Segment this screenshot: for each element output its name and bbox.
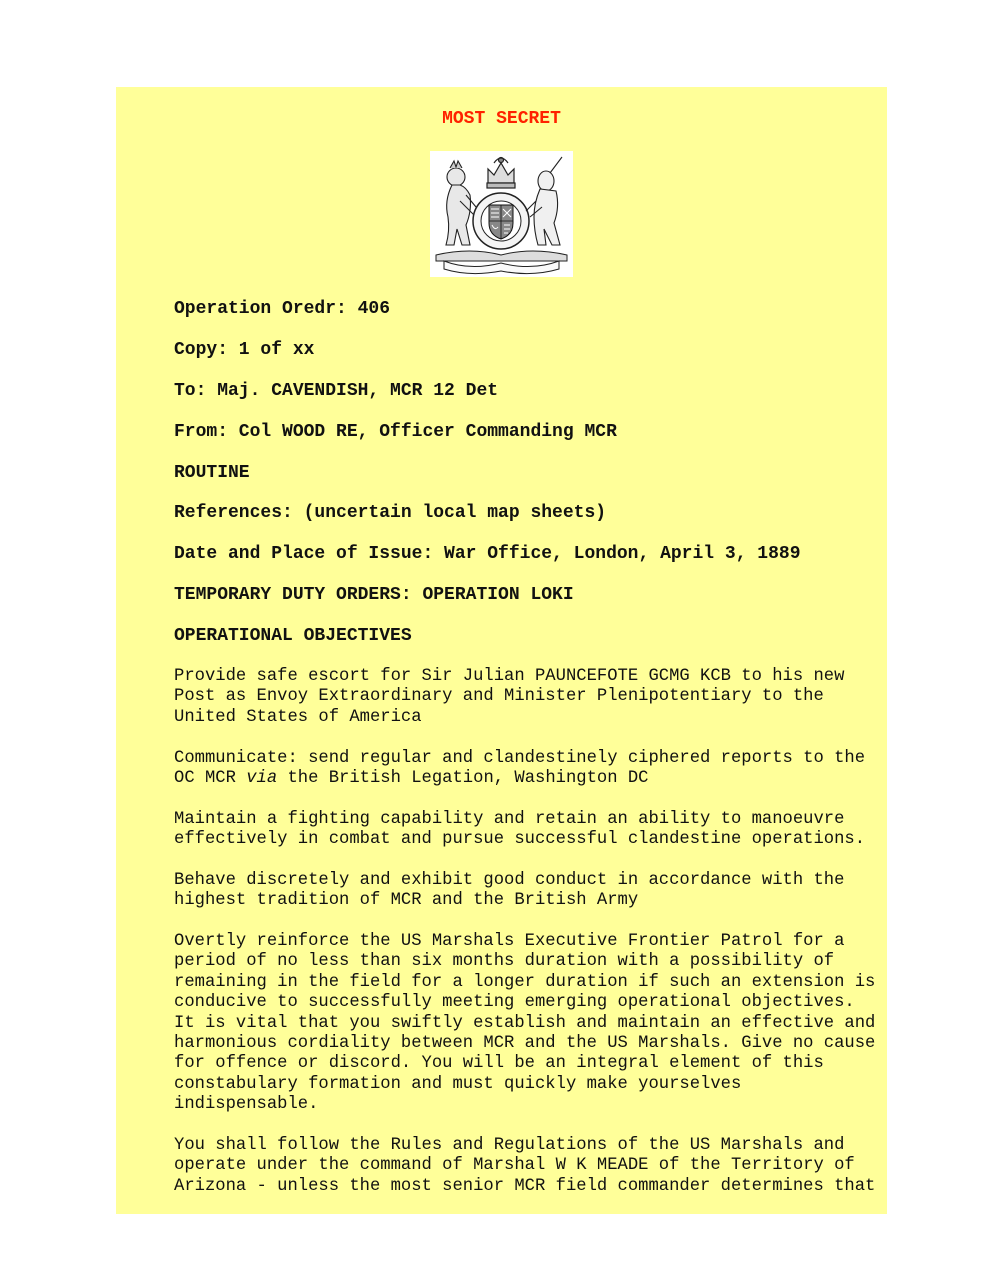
sender-line: From: Col WOOD RE, Officer Commanding MCR (174, 422, 617, 442)
paragraph-line: It is vital that you swiftly establish and maintain an effective and (174, 1013, 876, 1033)
paragraph-line: indispensable. (174, 1095, 319, 1115)
objective-paragraph-escort (174, 667, 884, 728)
date-place-of-issue: Date and Place of Issue: War Office, London, April 3, 1889 (174, 544, 801, 564)
objective-paragraph-communicate (174, 749, 884, 790)
paragraph-line: Communicate: send regular and clandestinely ciphered reports to the (174, 749, 866, 768)
paragraph-line (174, 769, 884, 789)
paragraph-line: Post as Envoy Extraordinary and Minister Plenipotentiary to the (174, 687, 824, 707)
paragraph-line: operate under the command of Marshal W K MEADE of the Territory of (174, 1156, 855, 1176)
paragraph-line: Provide safe escort for Sir Julian PAUNCEFOTE GCMG KCB to his new (174, 667, 845, 686)
paragraph-line: Overtly reinforce the US Marshals Executive Frontier Patrol for a (174, 932, 845, 951)
paragraph-line: effectively in combat and pursue successful clandestine operations. (174, 830, 866, 850)
paragraph-text: the British Legation, Washington DC (277, 769, 649, 789)
paragraph-line: constabulary formation and must quickly make yourselves (174, 1074, 742, 1094)
objective-paragraph-reinforce-marshals (174, 932, 884, 1116)
precedence-line: ROUTINE (174, 463, 250, 483)
paragraph-line: remaining in the field for a longer duration if such an extension is (174, 972, 876, 992)
paragraph-line: Maintain a fighting capability and retain an ability to manoeuvre (174, 810, 845, 829)
paragraph-line: You shall follow the Rules and Regulations of the US Marshals and (174, 1136, 845, 1155)
section-heading-objectives: OPERATIONAL OBJECTIVES (174, 626, 412, 646)
paragraph-line: period of no less than six months duration with a possibility of (174, 952, 835, 972)
document-page (116, 87, 887, 1214)
operation-order-number: Operation Oredr: 406 (174, 299, 391, 319)
orders-title: TEMPORARY DUTY ORDERS: OPERATION LOKI (174, 585, 574, 605)
paragraph-line: Arizona - unless the most senior MCR field commander determines that (174, 1176, 876, 1196)
paragraph-line: Behave discretely and exhibit good conduct in accordance with the (174, 871, 845, 890)
royal-coat-of-arms-image (430, 151, 573, 277)
copy-number: Copy: 1 of xx (174, 340, 315, 360)
paragraph-line: United States of America (174, 707, 422, 727)
addressee-line: To: Maj. CAVENDISH, MCR 12 Det (174, 381, 499, 401)
objective-paragraph-fighting-capability (174, 810, 884, 851)
paragraph-text: OC MCR (174, 769, 247, 789)
paragraph-line: harmonious cordiality between MCR and the US Marshals. Give no cause (174, 1034, 876, 1054)
italic-via: via (246, 769, 278, 789)
references-line: References: (uncertain local map sheets) (174, 503, 607, 523)
objective-paragraph-conduct (174, 871, 884, 912)
paragraph-line: conducive to successfully meeting emerging operational objectives. (174, 993, 855, 1013)
paragraph-line: for offence or discord. You will be an integral element of this (174, 1054, 824, 1074)
paragraph-line: highest tradition of MCR and the British Army (174, 891, 639, 911)
objective-paragraph-rules-regulations (174, 1136, 884, 1197)
classification-marking: MOST SECRET (442, 109, 561, 129)
